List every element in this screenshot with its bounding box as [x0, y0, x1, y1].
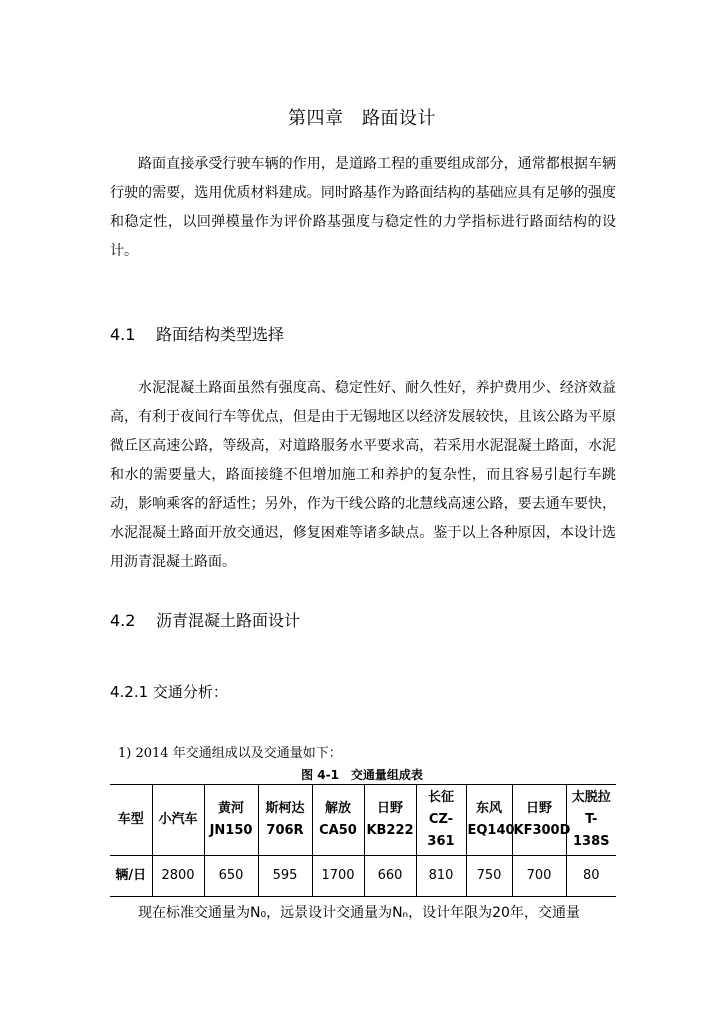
vehicle-name-cell: 长征CZ-361: [416, 785, 466, 856]
vehicle-name-cell: 斯柯达706R: [258, 785, 312, 856]
table-count-row: [110, 856, 616, 897]
vehicle-count-cell: 2800: [152, 856, 204, 897]
vehicle-count-cell: 650: [204, 856, 258, 897]
vehicle-name-cell: 太脱拉T-138S: [566, 785, 616, 856]
section-number: 4.1: [110, 325, 136, 344]
section-number: 4.2: [110, 611, 136, 630]
vehicle-count-cell: 660: [364, 856, 416, 897]
vehicle-count-cell: 700: [512, 856, 566, 897]
section-heading-4-1: [110, 322, 284, 345]
section-title: 路面结构类型选择: [156, 325, 285, 344]
intro-paragraph: [110, 150, 616, 266]
traffic-composition-table: [110, 784, 616, 897]
tail-paragraph-line: [110, 902, 616, 922]
vehicle-name-cell: 东风EQ140: [466, 785, 512, 856]
vehicle-name-cell: 日野KB222: [364, 785, 416, 856]
vehicle-count-cell: 810: [416, 856, 466, 897]
vehicle-name-cell: 日野KF300D: [512, 785, 566, 856]
vehicle-name-cell: 黄河JN150: [204, 785, 258, 856]
vehicle-count-cell: 595: [258, 856, 312, 897]
row-header-cell: 车型: [110, 785, 152, 856]
vehicle-name-cell: 解放CA50: [312, 785, 364, 856]
section-title: 沥青混凝土路面设计: [156, 611, 301, 630]
vehicle-name-cell: 小汽车: [152, 785, 204, 856]
subsection-heading-4-2-1: 4.2.1 交通分析：: [110, 683, 228, 701]
intro-paragraph-text: 路面直接承受行驶车辆的作用，是道路工程的重要组成部分，通常都根据车辆行驶的需要，选用优质材料建成。同时路基作为路面结构的基础应具有足够的强度和稳定性，以回弹模量作为评价路基强度与稳定性的力学指标进行路面结构的设计。: [110, 156, 616, 259]
vehicle-count-cell: 80: [566, 856, 616, 897]
section-4-1-paragraph-text: 水泥混凝土路面虽然有强度高、稳定性好、耐久性好，养护费用少、经济效益高，有利于夜间行车等优点，但是由于无锡地区以经济发展较快，且该公路为平原微丘区高速公路，等级高，对道路服务水平要求高，若采用水泥混凝土路面，水泥和水的需要量大，路面接缝不但增加施工和养护的复杂性，而且容易引起行车跳动，影响乘客的舒适性；另外，作为干线公路的北慧线高速公路，要去通车要快，水泥混凝土路面开放交通迟，修复困难等诸多缺点。鉴于以上各种原因，本设计选用沥青混凝土路面。: [110, 380, 616, 570]
table-header-row: [110, 785, 616, 856]
vehicle-count-cell: 750: [466, 856, 512, 897]
chapter-title: 第四章 路面设计: [288, 108, 436, 129]
section-4-1-paragraph: [110, 374, 616, 577]
section-heading-4-2: [110, 608, 300, 631]
traffic-intro-line: 1) 2014 年交通组成以及交通量如下：: [118, 746, 342, 761]
count-header-cell: 辆/日: [110, 856, 152, 897]
tail-paragraph-text: 现在标准交通量为N₀，远景设计交通量为Nₙ，设计年限为20年，交通量: [138, 905, 580, 921]
vehicle-count-cell: 1700: [312, 856, 364, 897]
table-caption: 图 4-1 交通量组成表: [301, 768, 423, 782]
